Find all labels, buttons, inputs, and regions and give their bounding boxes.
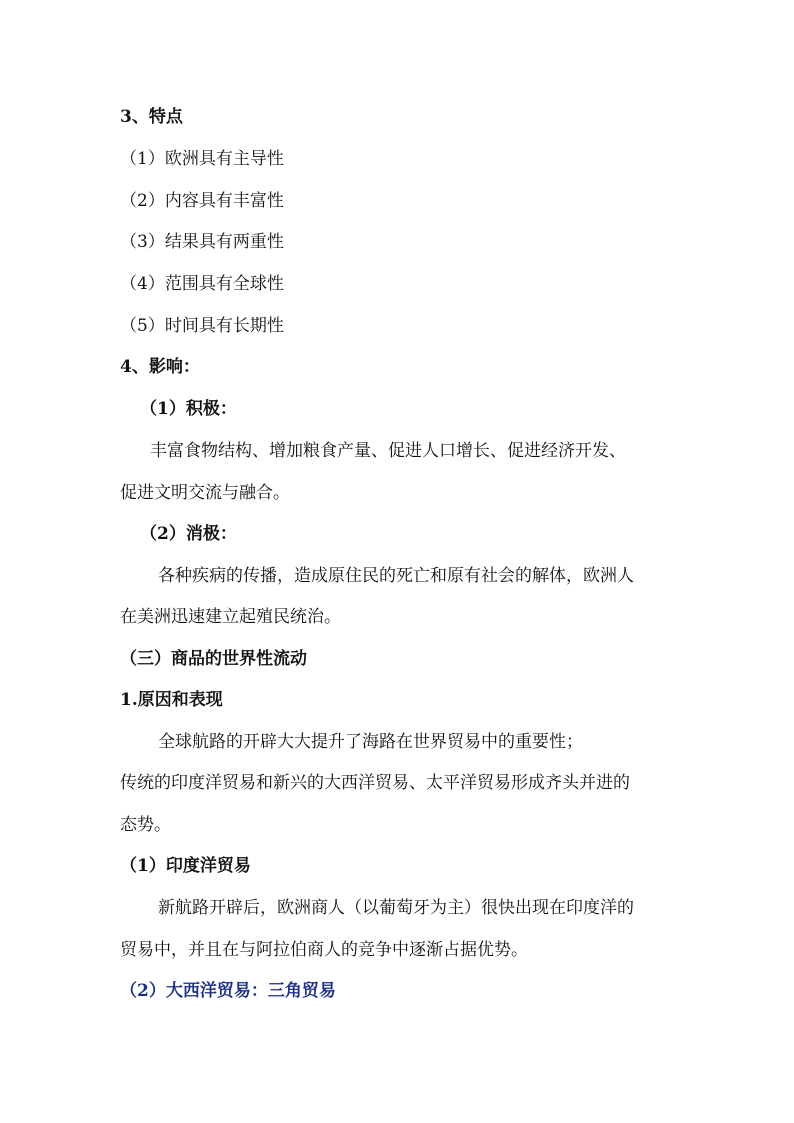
- negative-heading: （2）消极：: [140, 524, 237, 544]
- subsection-1-title: 1.原因和表现: [120, 690, 223, 710]
- feature-item-1: （1）欧洲具有主导性: [120, 149, 284, 169]
- feature-item-2: （2）内容具有丰富性: [120, 191, 284, 211]
- part-3-title: （三）商品的世界性流动: [120, 649, 307, 669]
- negative-line-2: 在美洲迅速建立起殖民统治。: [120, 607, 341, 627]
- section-3-title: 3、特点: [120, 107, 183, 127]
- indian-ocean-line-2: 贸易中，并且在与阿拉伯商人的竞争中逐渐占据优势。: [120, 940, 528, 960]
- subsection-1-line-2: 传统的印度洋贸易和新兴的大西洋贸易、太平洋贸易形成齐头并进的: [120, 773, 630, 793]
- indian-ocean-heading: （1）印度洋贸易: [120, 856, 251, 876]
- subsection-1-line-1: 全球航路的开辟大大提升了海路在世界贸易中的重要性；: [158, 732, 583, 752]
- atlantic-heading: （2）大西洋贸易：三角贸易: [120, 981, 336, 1001]
- feature-item-3: （3）结果具有两重性: [120, 232, 284, 252]
- feature-item-5: （5）时间具有长期性: [120, 316, 284, 336]
- positive-line-1: 丰富食物结构、增加粮食产量、促进人口增长、促进经济开发、: [150, 441, 626, 461]
- section-4-title: 4、影响：: [120, 357, 200, 377]
- negative-line-1: 各种疾病的传播，造成原住民的死亡和原有社会的解体，欧洲人: [158, 566, 634, 586]
- feature-item-4: （4）范围具有全球性: [120, 274, 284, 294]
- positive-line-2: 促进文明交流与融合。: [120, 483, 290, 503]
- indian-ocean-line-1: 新航路开辟后，欧洲商人（以葡萄牙为主）很快出现在印度洋的: [158, 898, 634, 918]
- positive-heading: （1）积极：: [140, 399, 237, 419]
- subsection-1-line-3: 态势。: [120, 815, 171, 835]
